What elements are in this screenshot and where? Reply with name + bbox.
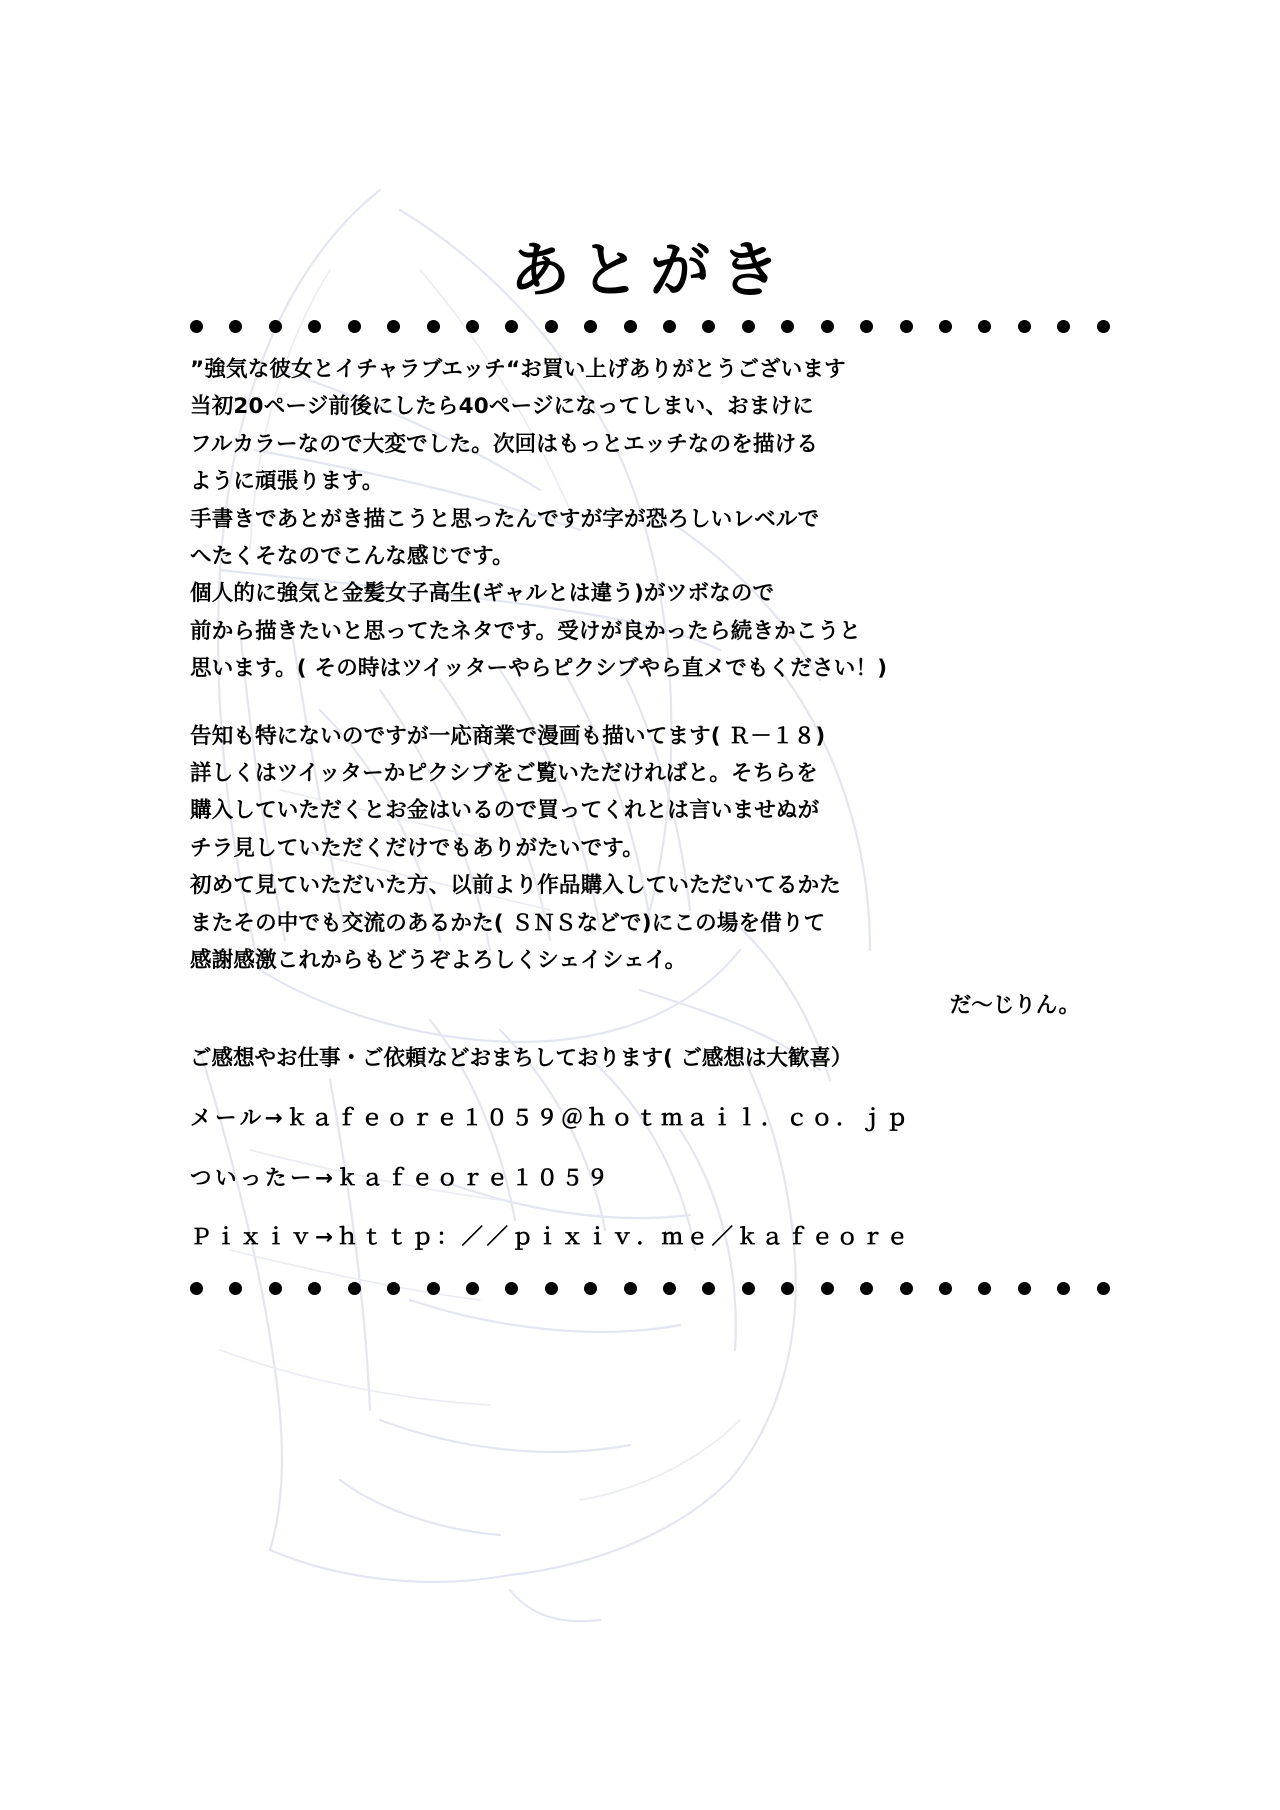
body-line: 手書きであとがき描こうと思ったんですが字が恐ろしいレベルで: [190, 506, 820, 532]
divider-dot: [781, 1282, 794, 1295]
divider-dot: [860, 1282, 873, 1295]
divider-dot: [308, 320, 321, 333]
divider-dot: [269, 1282, 282, 1295]
divider-dot: [624, 320, 637, 333]
divider-dot: [505, 1282, 518, 1295]
body-line: フルカラーなので大変でした。次回はもっとエッチなのを描ける: [190, 431, 819, 457]
divider-dot: [584, 320, 597, 333]
divider-dot: [348, 320, 361, 333]
divider-dot: [742, 1282, 755, 1295]
divider-dot: [427, 320, 440, 333]
body-line: チラ見していただくだけでもありがたいです。: [190, 835, 644, 861]
divider-dot: [939, 320, 952, 333]
body-line: 感謝感激これからもどうぞよろしくシェイシェイ。: [190, 948, 687, 974]
divider-dot: [1057, 1282, 1070, 1295]
dotted-divider-top: [190, 317, 1110, 335]
divider-dot: [781, 320, 794, 333]
divider-dot: [978, 1282, 991, 1295]
body-line: 思います。( その時はツイッターやらピクシブやら直メでもください！): [190, 656, 888, 682]
divider-dot: [229, 320, 242, 333]
divider-dot: [663, 1282, 676, 1295]
contact-lead-line: ご感想やお仕事・ご依頼などおまちしております( ご感想は大歓喜）: [190, 1046, 853, 1071]
page-title: あとがき: [510, 236, 790, 306]
contact-block: [190, 1040, 1110, 1258]
divider-dot: [466, 1282, 479, 1295]
paragraph-spacer: [190, 688, 1110, 718]
divider-dot: [1018, 1282, 1031, 1295]
divider-dot: [1097, 320, 1110, 333]
body-line: 詳しくはツイッターかピクシブをご覧いただければと。そちらを: [190, 761, 818, 787]
body-line: 購入していただくとお金はいるので買ってくれとは言いませぬが: [190, 798, 820, 824]
divider-dot: [545, 1282, 558, 1295]
body-line: 初めて見ていただいた方、以前より作品購入していただいてるかた: [190, 873, 842, 899]
divider-dot: [624, 1282, 637, 1295]
divider-dot: [702, 320, 715, 333]
divider-dot: [702, 1282, 715, 1295]
body-line: へたくそなのでこんな感じです。: [190, 544, 514, 570]
divider-dot: [584, 1282, 597, 1295]
divider-dot: [505, 320, 518, 333]
divider-dot: [190, 1282, 203, 1295]
divider-dot: [466, 320, 479, 333]
divider-dot: [821, 1282, 834, 1295]
afterword-body-second: [190, 718, 1110, 980]
divider-dot: [742, 320, 755, 333]
contact-email-line: メール→ｋａｆｅｏｒｅ１０５９＠ｈｏｔｍａｉｌ．ｃｏ．ｊｐ: [190, 1105, 912, 1131]
divider-dot: [900, 320, 913, 333]
body-line: 当初20ページ前後にしたら40ページになってしまい、おまけに: [190, 394, 814, 420]
divider-dot: [545, 320, 558, 333]
dotted-divider-bottom: [190, 1280, 1110, 1298]
divider-dot: [1057, 320, 1070, 333]
divider-dot: [308, 1282, 321, 1295]
body-line: 告知も特にないのですが一応商業で漫画も描いてます( Ｒ－１８): [190, 723, 826, 749]
divider-dot: [663, 320, 676, 333]
divider-dot: [387, 320, 400, 333]
divider-dot: [427, 1282, 440, 1295]
divider-dot: [1018, 320, 1031, 333]
body-line: 個人的に強気と金髪女子高生(ギャルとは違う)がツボなので: [190, 581, 775, 607]
divider-dot: [269, 320, 282, 333]
divider-dot: [348, 1282, 361, 1295]
divider-dot: [978, 320, 991, 333]
contact-twitter-line: ついったー→ｋａｆｅｏｒｅ１０５９: [190, 1165, 612, 1191]
body-line: ように頑張ります。: [190, 469, 384, 495]
divider-dot: [821, 320, 834, 333]
divider-dot: [900, 1282, 913, 1295]
author-signature: だ〜じりん。: [949, 992, 1080, 1018]
divider-dot: [1097, 1282, 1110, 1295]
body-line: またその中でも交流のあるかた( ＳＮＳなどで)にこの場を借りて: [190, 910, 826, 936]
divider-dot: [229, 1282, 242, 1295]
afterword-content: [190, 236, 1110, 1298]
afterword-body-first: [190, 351, 1110, 688]
divider-dot: [387, 1282, 400, 1295]
divider-dot: [190, 320, 203, 333]
divider-dot: [939, 1282, 952, 1295]
divider-dot: [860, 320, 873, 333]
body-line: ”強気な彼女とイチャラブエッチ“お買い上げありがとうございます: [190, 357, 846, 382]
body-line: 前から描きたいと思ってたネタです。受けが良かったら続きかこうと: [190, 618, 861, 644]
contact-pixiv-line: Ｐｉｘｉｖ→ｈｔｔｐ：／／ｐｉｘｉｖ．ｍｅ／ｋａｆｅｏｒｅ: [190, 1225, 912, 1251]
